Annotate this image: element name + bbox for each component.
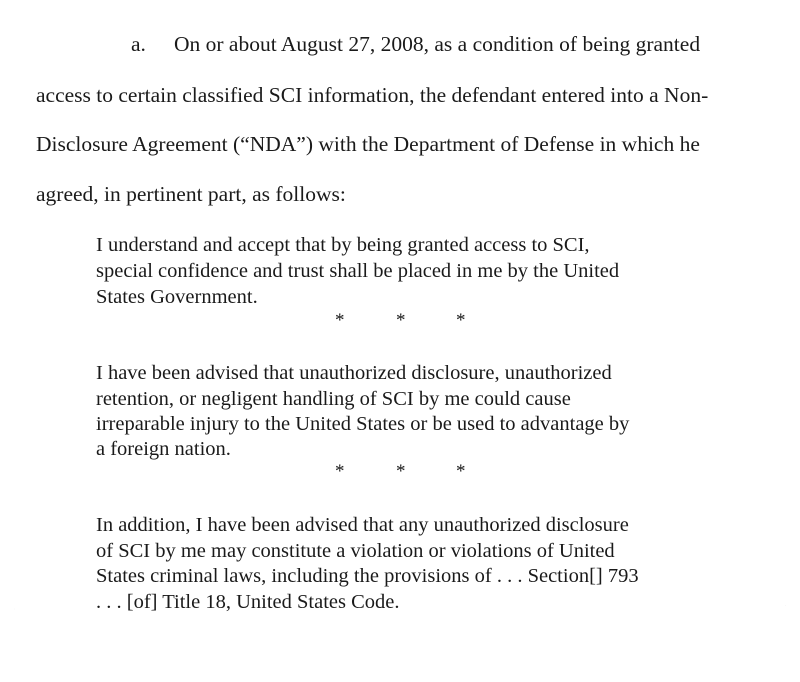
quote-block-2-line-2: retention, or negligent handling of SCI by me could cause <box>96 388 571 410</box>
ellipsis-star: * <box>396 461 406 482</box>
quote-block-1-line-1: I understand and accept that by being granted access to SCI, <box>96 234 590 256</box>
quote-block-3-line-4: . . . [of] Title 18, United States Code. <box>96 591 400 613</box>
quote-block-2-line-1: I have been advised that unauthorized disclosure, unauthorized <box>96 362 612 384</box>
quote-block-1-line-3: States Government. <box>96 286 258 308</box>
paragraph-line-3: Disclosure Agreement (“NDA”) with the Department of Defense in which he <box>36 132 700 156</box>
paragraph-marker: a. <box>131 32 146 56</box>
quote-block-1-line-2: special confidence and trust shall be placed in me by the United <box>96 260 620 282</box>
ellipsis-star: * <box>396 310 406 331</box>
quote-block-3-line-3: States criminal laws, including the provisions of . . . Section[] 793 <box>96 565 639 587</box>
ellipsis-star: * <box>456 461 466 482</box>
ellipsis-star: * <box>335 310 345 331</box>
paragraph-line-1: On or about August 27, 2008, as a condition of being granted <box>174 32 701 56</box>
quote-block-2-line-4: a foreign nation. <box>96 438 231 460</box>
paragraph-line-2: access to certain classified SCI information, the defendant entered into a Non- <box>36 83 709 107</box>
ellipsis-star: * <box>456 310 466 331</box>
quote-block-3-line-1: In addition, I have been advised that any unauthorized disclosure <box>96 514 629 536</box>
quote-block-3-line-2: of SCI by me may constitute a violation or violations of United <box>96 540 615 562</box>
paragraph-line-4: agreed, in pertinent part, as follows: <box>36 182 346 206</box>
quote-block-2-line-3: irreparable injury to the United States or be used to advantage by <box>96 413 630 435</box>
ellipsis-star: * <box>335 461 345 482</box>
